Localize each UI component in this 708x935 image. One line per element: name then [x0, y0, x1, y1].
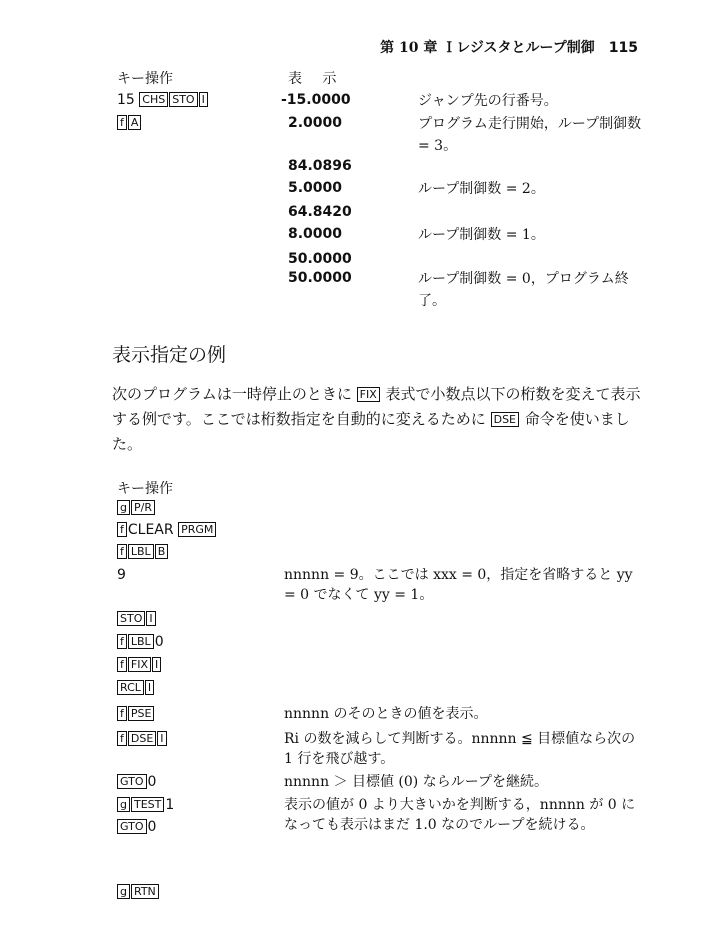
- row-note: nnnnn ＞ 目標値 (0) ならループを継続。: [284, 774, 549, 790]
- page-number: 115: [608, 40, 638, 56]
- section-title: 表示指定の例: [112, 344, 227, 366]
- col-keys-header-2: キー操作: [117, 481, 173, 497]
- key-text: 15: [117, 92, 135, 108]
- row-note: ループ制御数 = 1。: [418, 227, 545, 243]
- key-label: I: [199, 92, 208, 107]
- key-label: TEST: [131, 797, 164, 812]
- row-note: ジャンプ先の行番号。: [418, 93, 558, 109]
- table-row: [117, 678, 155, 698]
- key-label: I: [157, 731, 166, 746]
- key-label: f: [117, 634, 127, 649]
- body-paragraph: [112, 382, 642, 457]
- key-label: I: [146, 611, 155, 626]
- key-label: GTO: [117, 774, 147, 789]
- key-label: GTO: [117, 819, 147, 834]
- display-value: 50.0000: [288, 251, 352, 267]
- key-label: CHS: [139, 92, 168, 107]
- display-value: 5.0000: [288, 180, 343, 196]
- key-text: 0: [147, 774, 157, 790]
- key-label: P/R: [131, 500, 155, 515]
- key-text: CLEAR: [127, 522, 174, 538]
- key-label: A: [128, 115, 142, 130]
- paragraph-text: 表式で小数点以下の桁数を変えて表示する例です。ここでは桁数指定を自動的に変えるために: [112, 385, 641, 428]
- key-label: RTN: [131, 884, 159, 899]
- page-header: [380, 37, 638, 57]
- paragraph-text: 次のプログラムは一時停止のときに: [112, 385, 352, 403]
- key-label: g: [117, 500, 130, 515]
- row-note: nnnnn = 9。ここでは xxx = 0，指定を省略すると yy = 0 でなくて yy = 1。: [284, 567, 633, 603]
- table-row: [117, 882, 160, 902]
- key-label: FIX: [357, 387, 380, 402]
- table-row: [117, 729, 168, 749]
- key-text: 9: [117, 567, 126, 583]
- key-label: PRGM: [178, 522, 216, 537]
- key-label: g: [117, 884, 130, 899]
- key-label: I: [152, 657, 161, 672]
- key-label: RCL: [117, 680, 144, 695]
- table-row: [117, 542, 169, 562]
- key-label: f: [117, 544, 127, 559]
- key-label: FIX: [128, 657, 151, 672]
- display-value: 64.8420: [288, 204, 352, 220]
- table-row: [117, 90, 209, 110]
- display-value: 84.0896: [288, 158, 352, 174]
- display-value: 8.0000: [288, 226, 343, 242]
- table-row: [117, 498, 156, 518]
- key-label: DSE: [491, 412, 519, 427]
- key-label: f: [117, 706, 127, 721]
- key-label: f: [117, 657, 127, 672]
- key-text: 1: [165, 797, 175, 813]
- table-row: [117, 632, 164, 652]
- table-row: [117, 609, 157, 629]
- table-row: [117, 565, 126, 585]
- row-note: プログラム走行開始，ループ制御数 = 3。: [418, 116, 642, 154]
- col-display-header: 表 示: [288, 71, 345, 87]
- key-text: 0: [147, 819, 157, 835]
- row-note: 表示の値が 0 より大きいかを判断する，nnnnn が 0 になっても表示はまだ 1.0 なのでループを続ける。: [284, 797, 636, 833]
- table-row: [117, 655, 162, 675]
- row-note: ループ制御数 = 2。: [418, 181, 545, 197]
- paragraph-text: 命令を使いました。: [112, 410, 630, 453]
- table-row: [117, 113, 142, 133]
- table-row: [117, 520, 217, 540]
- key-label: STO: [117, 611, 145, 626]
- key-label: f: [117, 731, 127, 746]
- key-label: LBL: [128, 634, 154, 649]
- key-label: I: [145, 680, 154, 695]
- table-row: [117, 704, 155, 724]
- key-label: PSE: [128, 706, 155, 721]
- table-row: [117, 817, 156, 837]
- key-label: f: [117, 522, 127, 537]
- chapter-title: 第 10 章 Ｉレジスタとループ制御: [380, 40, 595, 56]
- key-label: f: [117, 115, 127, 130]
- key-label: DSE: [128, 731, 156, 746]
- row-note: ループ制御数 = 0，プログラム終了。: [418, 271, 629, 309]
- key-label: B: [155, 544, 169, 559]
- col-keys-header: キー操作: [117, 71, 173, 87]
- display-value: 50.0000: [288, 270, 352, 286]
- table-row: [117, 772, 156, 792]
- display-value: 2.0000: [288, 115, 343, 131]
- row-note: nnnnn のそのときの値を表示。: [284, 706, 488, 722]
- key-label: STO: [169, 92, 197, 107]
- table-row: [117, 795, 174, 815]
- key-text: 0: [154, 634, 164, 650]
- display-value: -15.0000: [281, 92, 351, 108]
- key-label: LBL: [128, 544, 154, 559]
- row-note: Ri の数を減らして判断する。nnnnn ≦ 目標値なら次の 1 行を飛び越す。: [284, 731, 636, 767]
- key-label: g: [117, 797, 130, 812]
